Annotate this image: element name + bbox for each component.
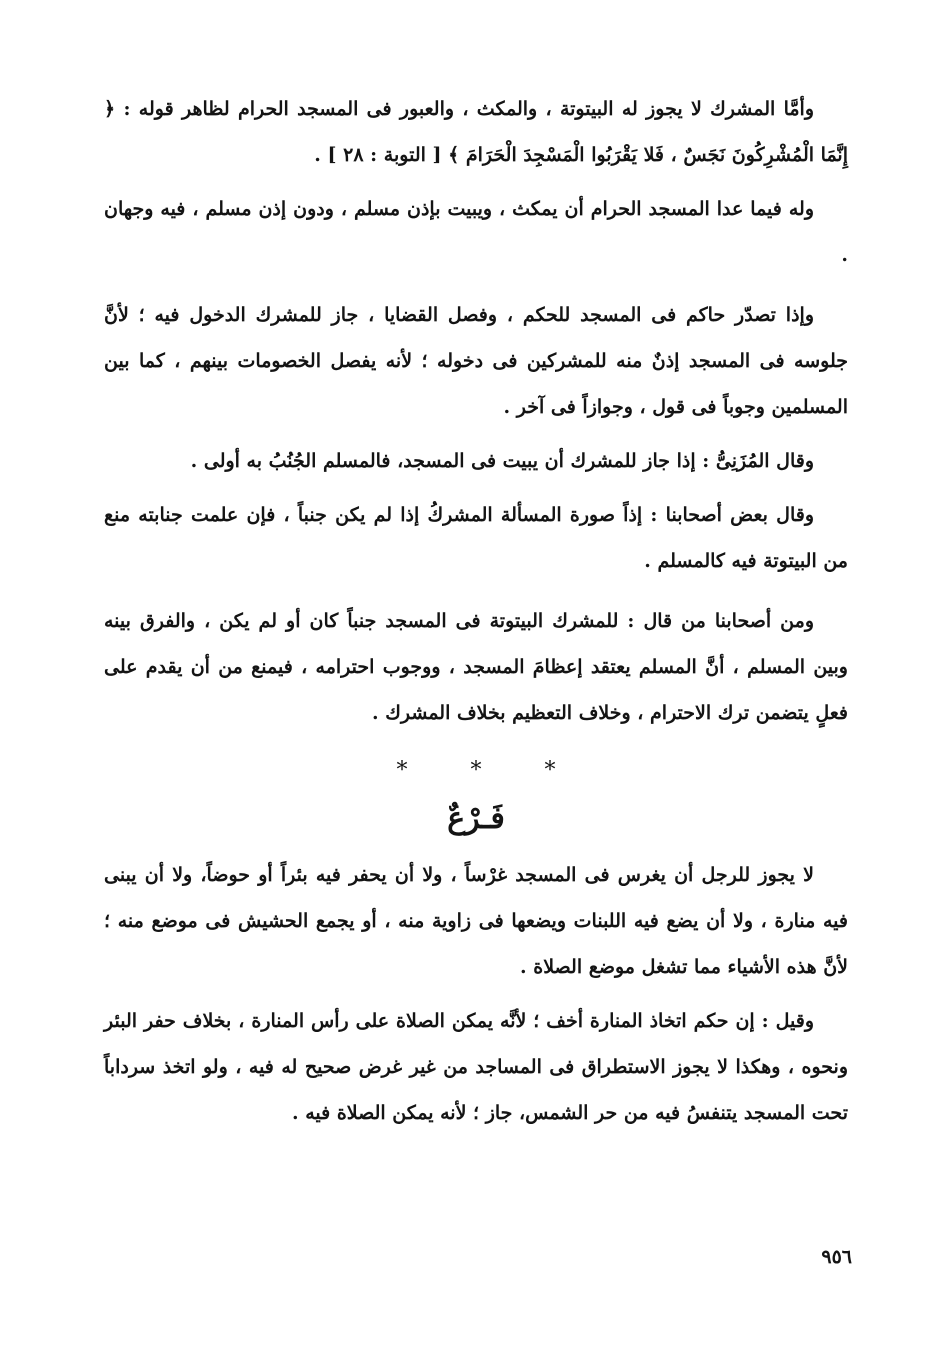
section-separator [104,754,848,788]
separator-star: * [470,758,482,783]
paragraph-minaret-ruling: وقيل : إن حكم اتخاذ المنارة أخف ؛ لأنَّه يمكن الصلاة على رأس المنارة ، بخلاف حفر البئر ونحوه ، وهكذا لا يجوز الاستطراق فى المساجد من غير غرض صحيح له فيه ، ولو اتخذ سرداباً تحت المسجد يتنفسُ فيه من حر الشمس، جاز ؛ لأنه يمكن الصلاة فيه . [104,1010,848,1124]
separator-star: * [544,758,556,783]
paragraph-difference-muslim-polytheist: ومن أصحابنا من قال : للمشرك البيتوتة فى المسجد جنباً كان أو لم يكن ، والفرق بينه وبين المسلم ، أنَّ المسلم يعتقد إعظامَ المسجد ، ووجوب احترامه ، فيمنع من أن يقدم على فعلٍ يتضمن ترك الاحترام ، وخلاف التعظيم بخلاف المشرك . [104,610,848,724]
page-body [104,86,848,1136]
separator-star: * [396,758,408,783]
paragraph-muzani-saying: وقال المُزَنِىُّ : إذا جاز للمشرك أن يبيت فى المسجد، فالمسلم الجُنُبُ به أولى . [190,450,814,472]
page-number: ٩٥٦ [821,1246,852,1268]
paragraph-polytheist-sacred-mosque: وأمَّا المشرك لا يجوز له البيتوتة ، والمكث ، والعبور فى المسجد الحرام لظاهر قوله : ﴿ إِنَّمَا الْمُشْرِكُونَ نَجَسٌ ، فَلا يَقْرَبُوا الْمَسْجِدَ الْحَرَامَ ﴾ [ التوبة : ٢٨ ] . [104,98,848,166]
paragraph-planting-in-mosque: لا يجوز للرجل أن يغرس فى المسجد غرْساً ، ولا أن يحفر فيه بئراً أو حوضاً، ولا أن يبنى فيه منارة ، ولا أن يضع فيه اللبنات ويضعها فى زاوية منه ، أو يجمع الحشيش فى موضع منه ؛ لأنَّ هذه الأشياء مما تشغل موضع الصلاة . [104,864,848,978]
section-heading: فَـرْعٌ [447,801,505,836]
paragraph-judge-in-mosque: وإذا تصدّر حاكم فى المسجد للحكم ، وفصل القضايا ، جاز للمشرك الدخول فيه ؛ لأنَّ جلوسه فى المسجد إذنٌ منه للمشركين فى دخوله ؛ لأنه يفصل الخصومات بينهم ، كما بين المسلمين وجوباً فى قول ، وجوازاً فى آخر . [104,304,848,418]
paragraph-some-companions: وقال بعض أصحابنا : إذاً صورة المسألة المشركُ إذا لم يكن جنباً ، فإن علمت جنابته منع من البيتوتة فيه كالمسلم . [104,504,848,572]
paragraph-other-mosques: وله فيما عدا المسجد الحرام أن يمكث ، ويبيت بإذن مسلم ، ودون إذن مسلم ، فيه وجهان . [104,198,848,266]
